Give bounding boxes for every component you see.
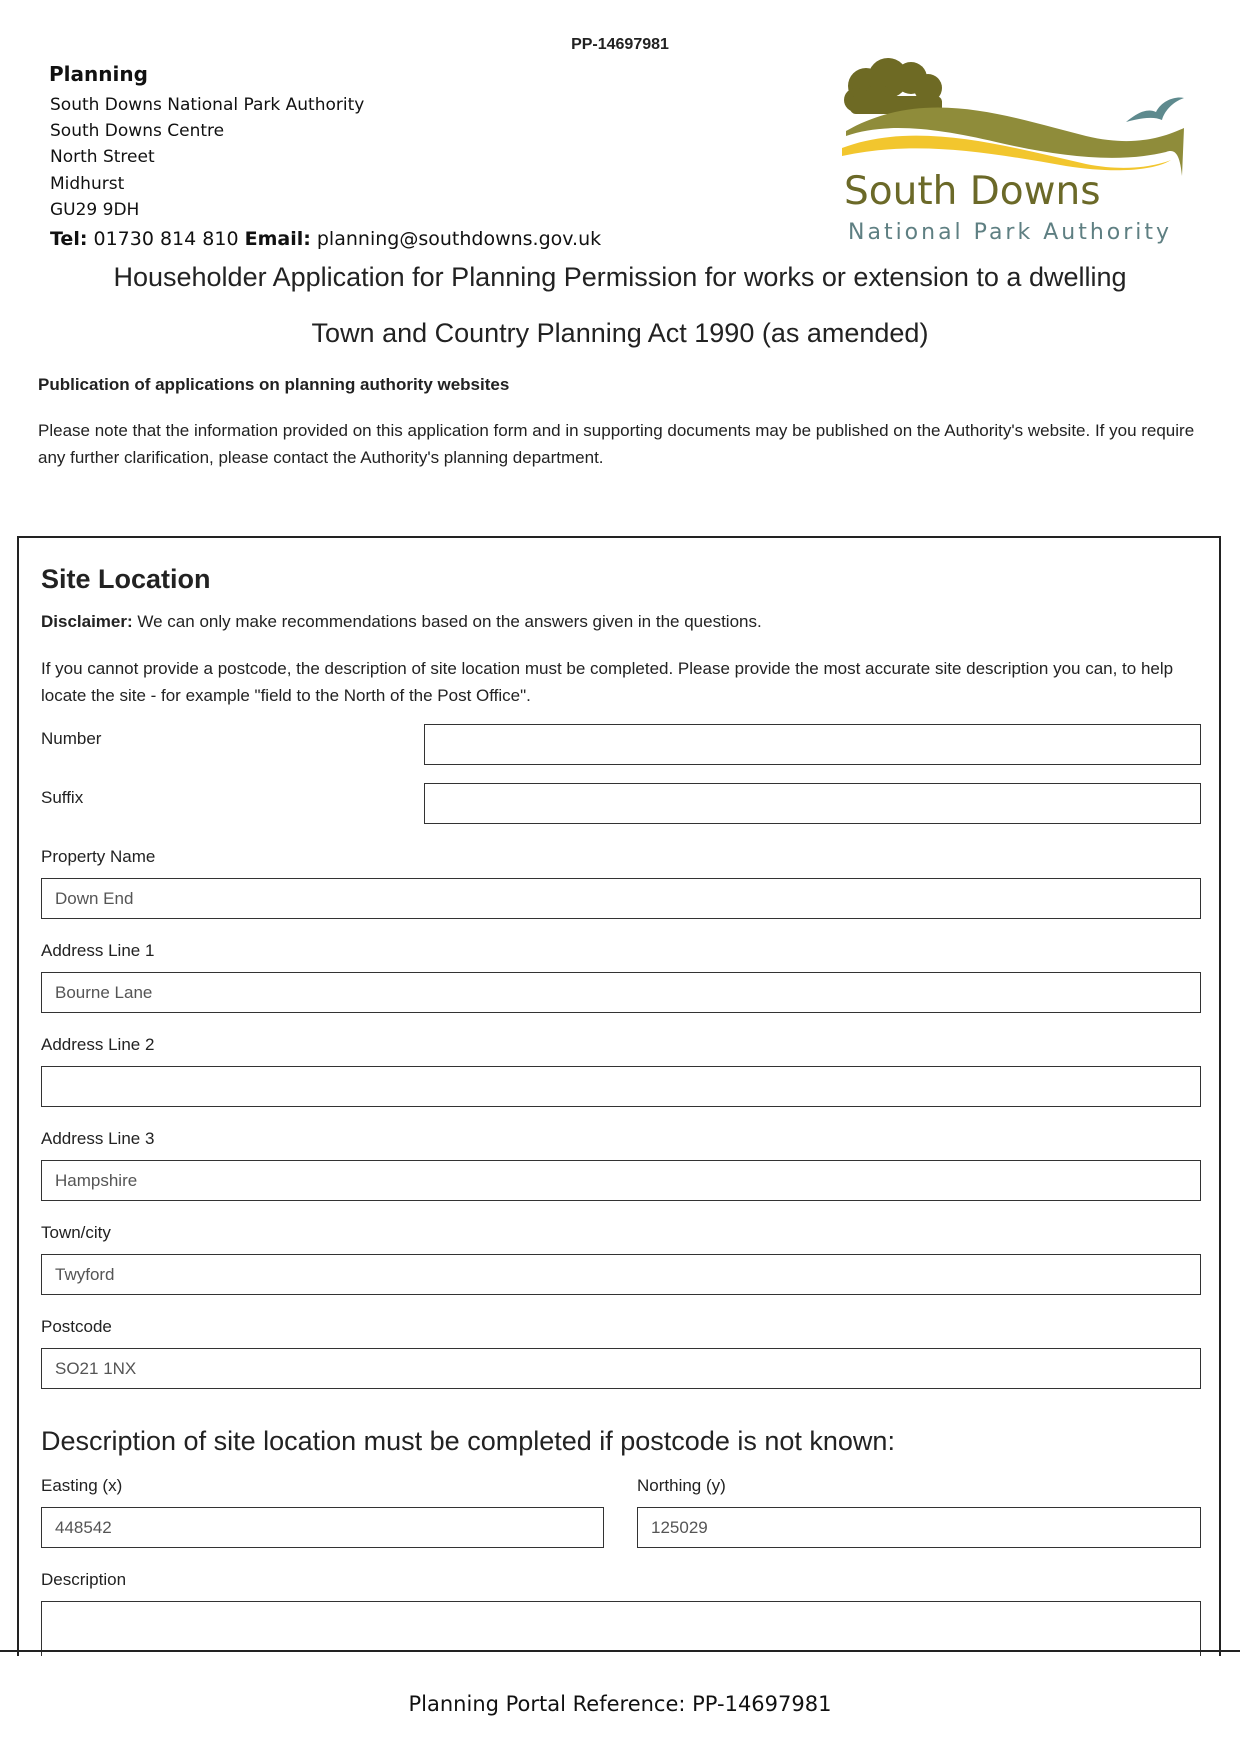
description-field[interactable] [41, 1601, 1201, 1656]
address-line-2-field[interactable] [41, 1066, 1201, 1107]
suffix-label: Suffix [41, 788, 84, 807]
northing-label: Northing (y) [637, 1476, 726, 1495]
disclaimer [41, 612, 762, 632]
town-city-field[interactable]: Twyford [41, 1254, 1201, 1295]
south-downs-logo [836, 56, 1192, 250]
easting-field[interactable]: 448542 [41, 1507, 604, 1548]
description-label: Description [41, 1570, 127, 1589]
tel-label: Tel: [50, 228, 88, 250]
disclaimer-label: Disclaimer: [41, 612, 133, 631]
address-line: North Street [50, 147, 155, 167]
publication-body: Please note that the information provided on this application form and in supporting documents may be published on the Authority's website. If you require any further clarification, please contact the Authority's planning department. [38, 421, 1195, 467]
address-line: South Downs National Park Authority [50, 95, 365, 115]
property-name-label: Property Name [41, 847, 156, 866]
section-title: Site Location [41, 564, 211, 594]
site-help-text: If you cannot provide a postcode, the description of site location must be completed. Please provide the most accurate site description you can, to help locate the site - for example "field to the North of the Post Office". [41, 659, 1174, 705]
address-line-2-label: Address Line 2 [41, 1035, 155, 1054]
property-name-field[interactable]: Down End [41, 878, 1201, 919]
address-line: GU29 9DH [50, 200, 140, 220]
footer-reference: Planning Portal Reference: PP-14697981 [408, 1692, 832, 1716]
tree-icon [844, 58, 942, 114]
authority-heading: Planning [49, 62, 148, 86]
northing-field[interactable]: 125029 [637, 1507, 1201, 1548]
postcode-label: Postcode [41, 1317, 112, 1336]
email-value: planning@southdowns.gov.uk [316, 228, 602, 250]
tel-value: 01730 814 810 [93, 228, 239, 250]
logo-line2: National Park Authority [848, 220, 1173, 245]
town-city-label: Town/city [41, 1223, 111, 1242]
reference-header: PP-14697981 [571, 36, 669, 53]
form-title: Householder Application for Planning Permission for works or extension to a dwelling [113, 262, 1127, 292]
number-field[interactable] [424, 724, 1201, 765]
publication-heading: Publication of applications on planning authority websites [38, 375, 510, 394]
address-line: Midhurst [50, 174, 125, 194]
contact-line [50, 228, 601, 250]
site-location-panel [17, 536, 1221, 1656]
address-line-1-field[interactable]: Bourne Lane [41, 972, 1201, 1013]
suffix-field[interactable] [424, 783, 1201, 824]
easting-label: Easting (x) [41, 1476, 123, 1495]
bird-icon [1126, 98, 1184, 122]
form-subtitle: Town and Country Planning Act 1990 (as amended) [311, 318, 929, 348]
number-label: Number [41, 729, 102, 748]
address-line-3-label: Address Line 3 [41, 1129, 155, 1148]
logo-line1: South Downs [844, 169, 1101, 214]
description-heading: Description of site location must be completed if postcode is not known: [41, 1426, 895, 1456]
address-line: South Downs Centre [50, 121, 225, 141]
disclaimer-text: We can only make recommendations based on the answers given in the questions. [132, 612, 762, 631]
footer-divider [0, 1650, 1240, 1652]
postcode-field[interactable]: SO21 1NX [41, 1348, 1201, 1389]
address-line-3-field[interactable]: Hampshire [41, 1160, 1201, 1201]
address-line-1-label: Address Line 1 [41, 941, 155, 960]
email-label: Email: [244, 228, 311, 250]
